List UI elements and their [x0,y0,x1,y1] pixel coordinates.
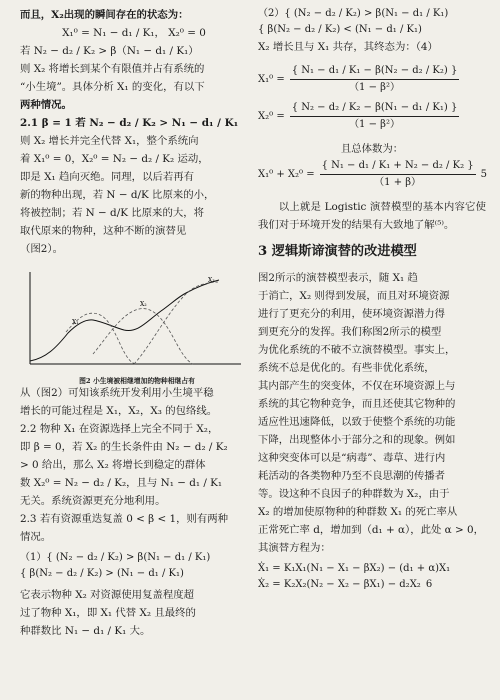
right-body-line-16: 其演替方程为： [258,542,331,555]
left-after-line-1: 从（图2）可知该系统开发利用小生境平稳 [20,387,214,399]
figure-caption: 图2 小生境被相继增加的物种相继占有 [79,377,195,385]
right-body-line-6: 系统不总是优化的。有些非优化系统， [258,362,435,375]
left-line-8: 则 X₂ 增长并完全代替 X₁，整个系统向 [20,135,199,147]
x2-equation-fraction [290,100,460,133]
left-after-line-3: 2.2 物种 X₁ 在资源选择上完全不同于 X₂， [20,423,219,435]
left-condition-eq-2: { β(N₂ − d₂ / K₂) > (N₁ − d₁ / K₁) [20,568,184,579]
logistic-summary-paragraph: 以上就是 Logistic 演替模型的基本内容它使我们对于环境开发的结果有大致地了解⁽⁵⁾。 [258,201,486,232]
left-line-10: 即是 X₁ 趋向灭绝。同理，以后若再有 [20,171,195,183]
left-line-6: 两种情况。 [20,99,72,111]
species-x2-curve [93,309,193,364]
left-equation-initial: X₁⁰ = N₁ − d₁ / K₁， X₂⁰ = 0 [62,27,206,39]
right-body-line-14: X₂ 的增加使原物种的种群数 X₁ 的死亡率从 [258,506,458,519]
x1-terminal-equation [258,63,486,96]
right-body-line-4: 到更充分的发挥。我们称图2所示的模型 [258,326,442,339]
right-body-line-12: 耗活动的各类物种乃至不良思潮的传播者 [258,470,446,483]
total-equation-lhs: X₁⁰ + X₂⁰ = [258,168,315,180]
equation-tag-5: 5 [480,168,487,180]
total-population-label: 且总体数为： [340,143,404,155]
left-column [20,6,248,640]
left-after-line-9: 情况。 [20,531,52,543]
section-3-title: 3 逻辑斯谛演替的改进模型 [258,244,417,260]
total-equation-numerator: { N₁ − d₁ / K₁ + N₂ − d₂ / K₂ } [320,158,476,175]
left-line-condition: 若 N₂ − d₂ / K₂ > β（N₁ − d₁ / K₁） [20,45,199,57]
x1-equation-numerator: { N₁ − d₁ / K₁ − β(N₂ − d₂ / K₂) } [290,63,460,80]
left-line-11: 新的物种出现，若 N − d/K 比原来的小， [20,189,215,201]
left-line-9: 着 X₁⁰ = 0，X₂⁰ = N₂ − d₂ / K₂ 运动， [20,153,209,165]
total-equation-fraction [320,158,476,191]
x2-terminal-equation [258,100,486,133]
left-condition-eq-1: （1）{ (N₂ − d₂ / K₂) > β(N₁ − d₁ / K₁) [20,552,211,563]
left-after-line-7: 无关。系统资源更充分地利用。 [20,495,166,507]
right-body-line-5: 为优化系统的不破不立演替模型。事实上， [258,344,456,357]
envelope-curve [30,280,219,361]
right-body-line-7: 其内部产生的突变体，不仅在环境资源上与 [258,380,456,393]
right-body-line-13: 等。设这种不良因子的种群数为 X₂，由于 [258,488,450,501]
improved-model-equation-row-2 [258,577,486,593]
right-body-line-3: 进行了更充分的利用，使环境资源潜力得 [258,308,446,321]
improved-model-equation-1: Ẋ₁ = K₁X₁(N₁ − X₁ − βX₂) − (d₁ + α)X₁ [258,563,451,575]
total-population-equation [258,158,486,191]
x1-label: X₁ [72,319,79,326]
niche-envelope-diagram [22,266,252,372]
x1-equation-fraction [290,63,460,96]
x2-equation-denominator: （1 − β²） [349,119,400,130]
left-after-line-14: 种群数比 N₁ − d₁ / K₁ 大。 [20,625,151,637]
right-body-line-2: 于消亡，X₂ 则得到发展，而且对环境资源 [258,290,450,303]
left-line-4: 则 X₂ 将增长到某个有限值并占有系统的 [20,63,205,75]
left-line-12: 将被控制；若 N − d/K 比原来的大，将 [20,207,205,219]
x2-label: X₂ [140,301,147,308]
total-equation-denominator: （1 + β） [374,177,422,188]
improved-model-equation-2: Ẋ₂ = K₂X₂(N₂ − X₂ − βX₁) − d₂X₂ [258,579,421,591]
left-after-line-12: 它表示物种 X₂ 对资源使用复盖程度超 [20,589,195,601]
left-after-line-6: 数 X₂⁰ = N₂ − d₂ / K₂，且与 N₁ − d₁ / K₁ [20,477,223,489]
left-after-line-13: 过了物种 X₁，即 X₁ 代替 X₂ 且最终的 [20,607,196,619]
left-after-line-2: 增长的可能过程是 X₁，X₂，X₃ 的包络线。 [20,405,218,417]
right-column [258,6,486,593]
left-after-line-4: 即 β = 0，若 X₂ 的生长条件由 N₂ − d₂ / K₂ [20,441,228,453]
left-line-14: （图2）。 [20,243,63,255]
x2-equation-lhs: X₂⁰ = [258,110,285,122]
x1-equation-denominator: （1 − β²） [349,82,400,93]
right-condition-eq-2: { β(N₂ − d₂ / K₂) < (N₁ − d₁ / K₁) [258,24,422,35]
right-body-line-11: 这种突变体可以是“病毒”、毒草、进行内 [258,452,446,465]
x2-equation-numerator: { N₂ − d₂ / K₂ − β(N₁ − d₁ / K₁) } [290,100,460,117]
right-body-line-15: 正常死亡率 d，增加到（d₁ + α），此处 α > 0， [258,524,485,537]
right-terminal-state-text: X₂ 增长且与 X₁ 共存，其终态为：（4） [258,41,438,53]
figure-2 [22,266,252,385]
equation-tag-6: 6 [425,579,433,591]
left-after-line-8: 2.3 若有资源重迭复盖 0 < β < 1，则有两种 [20,513,229,525]
left-line-1: 而且，X₂出现的瞬间存在的状态为： [20,9,189,21]
left-line-13: 取代原来的物种，这种不断的演替见 [20,225,187,237]
left-line-7: 2.1 β = 1 若 N₂ − d₂ / K₂ > N₁ − d₁ / K₁ [20,117,239,129]
right-body-line-9: 适应性迅速降低，以致于使整个系统的功能 [258,416,456,429]
x1-equation-lhs: X₁⁰ = [258,73,285,85]
left-line-5: “小生境”。具体分析 X₁ 的变化，有以下 [20,81,205,93]
right-body-line-1: 图2所示的演替模型表示，随 X₁ 趋 [258,272,418,285]
x3-label: X₃ [208,277,215,284]
right-condition-eq-1: （2）{ (N₂ − d₂ / K₂) > β(N₁ − d₁ / K₁) [258,8,449,19]
right-body-line-8: 系统的其它物种竞争，而且还使其它物种的 [258,398,456,411]
right-body-line-10: 下降，出现整体小于部分之和的现象。例如 [258,434,456,447]
left-after-line-5: > 0 给出，那么 X₂ 将增长到稳定的群体 [20,459,206,471]
